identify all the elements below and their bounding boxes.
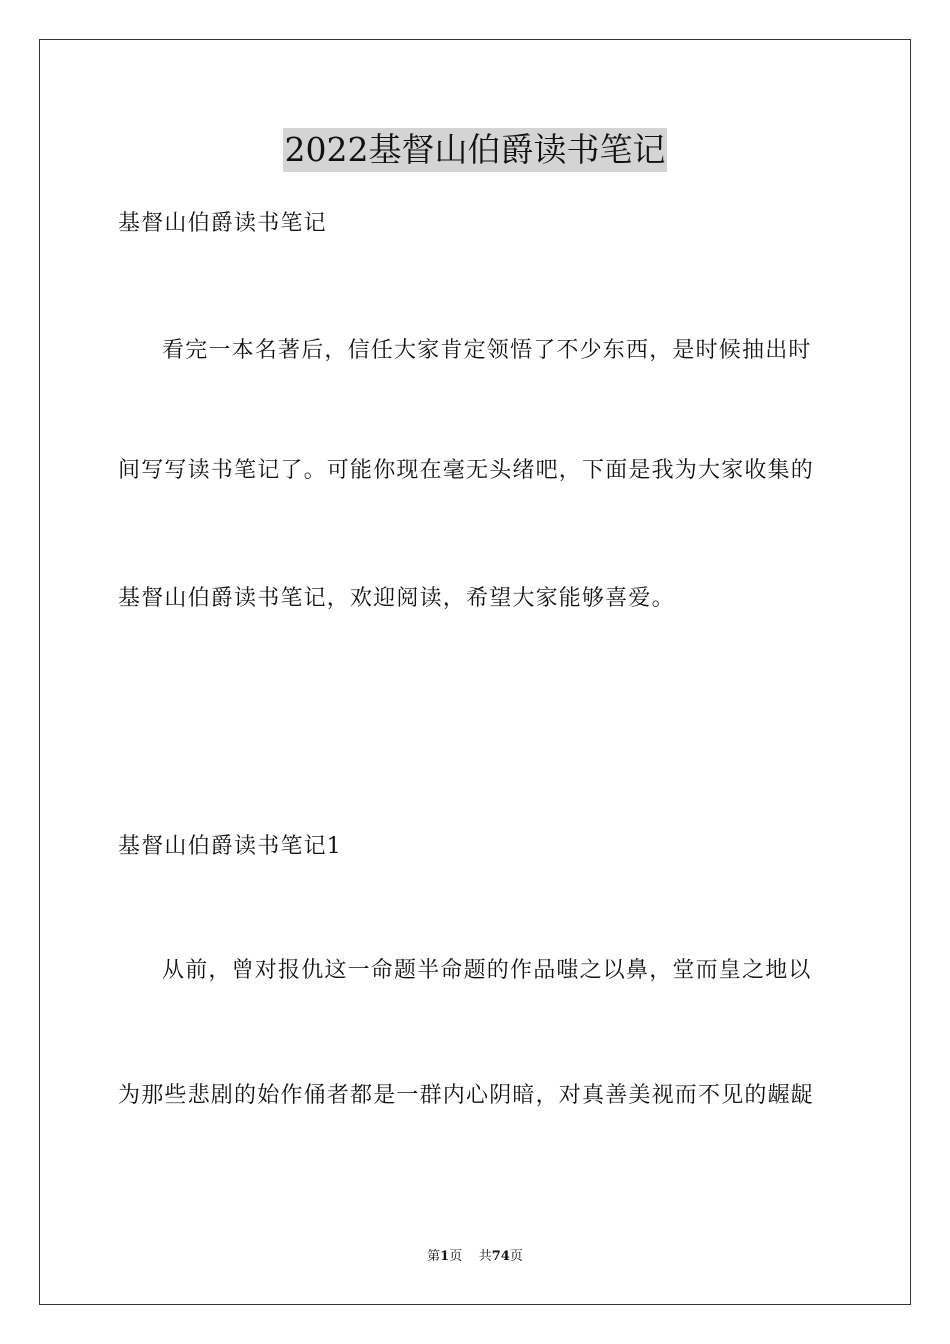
footer-page-suffix: 页 xyxy=(509,1249,523,1264)
page-footer xyxy=(0,1248,950,1266)
section-heading: 基督山伯爵读书笔记1 xyxy=(118,834,342,859)
footer-page-total: 74 xyxy=(491,1249,510,1264)
paragraph-1-line-3: 基督山伯爵读书笔记，欢迎阅读，希望大家能够喜爱。 xyxy=(118,586,675,611)
footer-page-prefix: 第 xyxy=(427,1249,441,1264)
footer-page-number: 1 xyxy=(440,1249,450,1264)
paragraph-2-line-1: 从前，曾对报仇这一命题半命题的作品嗤之以鼻，堂而皇之地以 xyxy=(162,958,812,983)
paragraph-1-line-2: 间写写读书笔记了。可能你现在毫无头绪吧，下面是我为大家收集的 xyxy=(118,458,815,483)
document-subtitle: 基督山伯爵读书笔记 xyxy=(118,211,327,236)
paragraph-1-line-1: 看完一本名著后，信任大家肯定领悟了不少东西，是时候抽出时 xyxy=(162,338,812,363)
paragraph-2-line-2: 为那些悲剧的始作俑者都是一群内心阴暗，对真善美视而不见的龌龊 xyxy=(118,1083,815,1108)
document-title xyxy=(0,128,950,172)
document-title-text: 2022基督山伯爵读书笔记 xyxy=(283,128,668,172)
footer-page-mid: 页 共 xyxy=(449,1249,492,1264)
